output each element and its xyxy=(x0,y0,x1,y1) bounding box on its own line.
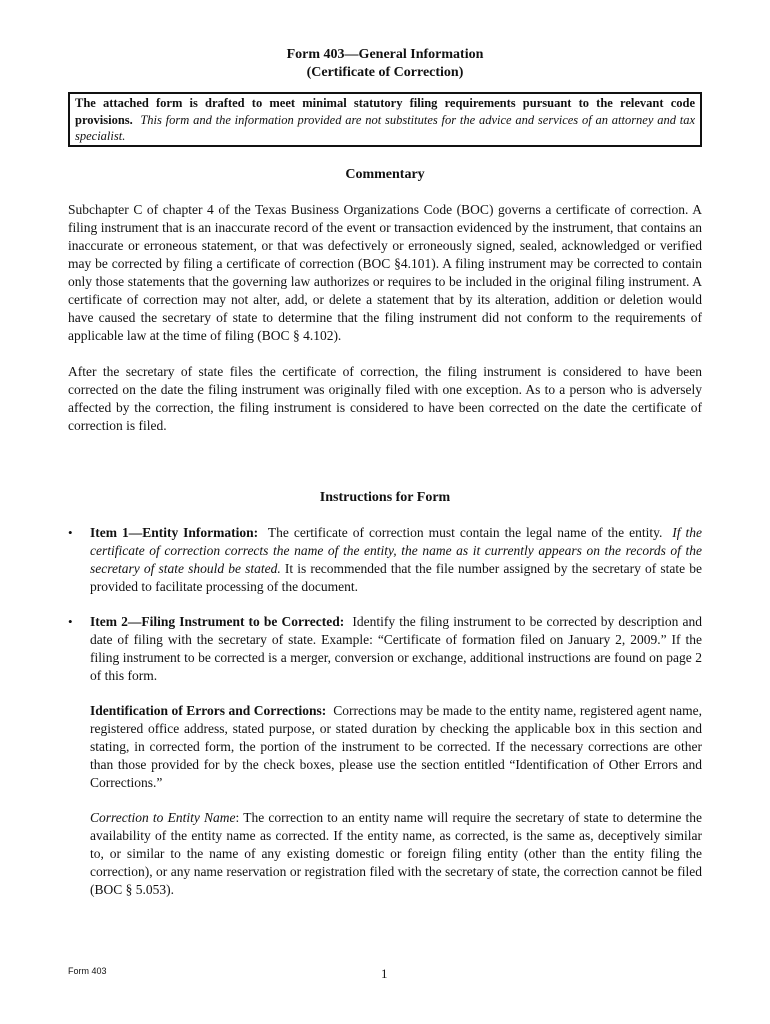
form-title xyxy=(68,46,702,82)
commentary-heading: Commentary xyxy=(345,166,425,182)
footer-form-label: Form 403 xyxy=(68,966,107,976)
entity-name-correction-text: : The correction to an entity name will require the secretary of state to determine the availability of the entity name as corrected. If the entity name, as corrected, is the same as, deceptively similar to, or similar to the name of any existing domestic or foreign filing entity (other than the entity filing the correction), or any name reservation or registration filed with the secretary of state, the correction cannot be filed (BOC § 5.053). xyxy=(90,809,702,897)
page-number: 1 xyxy=(381,966,388,981)
item-1-label: Item 1—Entity Information: xyxy=(90,524,259,540)
errors-corrections-paragraph xyxy=(68,702,702,792)
disclaimer-italic: This form and the information provided are not substitutes for the advice and services of an attorney and tax specialist. xyxy=(75,112,695,143)
disclaimer-bold: The attached form is drafted to meet minimal statutory filing requirements pursuant to the relevant code provisions. xyxy=(75,96,695,127)
item-1-text: The certificate of correction must contain the legal name of the entity. xyxy=(267,524,663,540)
item-1-italic-text: If the certificate of correction corrects the name of the entity, the name as it currently appears on the records of the secretary of state should be stated. xyxy=(90,524,702,576)
entity-name-correction-label: Correction to Entity Name xyxy=(90,809,236,825)
disclaimer-box xyxy=(68,92,702,147)
item-1-text-2: It is recommended that the file number assigned by the secretary of state be provided to facilitate processing of the document. xyxy=(90,560,702,594)
bullet-icon: • xyxy=(68,524,73,540)
instructions-heading: Instructions for Form xyxy=(319,489,451,505)
document-page xyxy=(68,46,702,899)
form-title-line1: Form 403—General Information xyxy=(286,47,484,62)
bullet-icon: • xyxy=(68,613,73,629)
commentary-paragraph-1: Subchapter C of chapter 4 of the Texas Business Organizations Code (BOC) governs a certificate of correction. A filing instrument that is an inaccurate record of the event or transaction evidenced by the instrument, that contains an inaccurate or erroneous statement, or that was defectively or erroneously signed, sealed, acknowledged or verified may be corrected by filing a certificate of correction (BOC §4.101). A filing instrument may be corrected to contain only those statements that the governing law authorizes or requires to be included in the original filing instrument. A certificate of correction may not alter, add, or delete a statement that by its alteration, addition or deletion would have caused the secretary of state to determine that the filing instrument did not conform to the requirements of applicable law at the time of filing (BOC § 4.102). xyxy=(68,201,702,343)
item-1-entity-information xyxy=(68,524,702,596)
entity-name-correction-paragraph xyxy=(68,809,702,899)
errors-corrections-text: Corrections may be made to the entity name, registered agent name, registered office address, stated purpose, or stated duration by checking the applicable box in this section and stating, in corrected form, the portion of the instrument to be corrected. If the necessary corrections are other than those provided for by the check boxes, please use the section entitled “Identification of Other Errors and Corrections.” xyxy=(90,702,703,790)
commentary-paragraph-2: After the secretary of state files the certificate of correction, the filing instrument is considered to have been corrected on the date the filing instrument was originally filed with one exception. As to a person who is adversely affected by the correction, the filing instrument is considered to have been corrected on the date the certificate of correction is filed. xyxy=(68,363,702,433)
form-title-line2: (Certificate of Correction) xyxy=(306,65,464,80)
item-2-text: Identify the filing instrument to be corrected by description and date of filing with the secretary of state. Example: “Certificate of formation filed on January 2, 2009.” If the filing instrument to be corrected is a merger, conversion or exchange, additional instructions are found on page 2 of this form. xyxy=(90,613,702,683)
item-2-label: Item 2—Filing Instrument to be Corrected: xyxy=(90,613,345,629)
item-2-filing-instrument xyxy=(68,613,702,685)
errors-corrections-label: Identification of Errors and Corrections: xyxy=(90,702,327,718)
